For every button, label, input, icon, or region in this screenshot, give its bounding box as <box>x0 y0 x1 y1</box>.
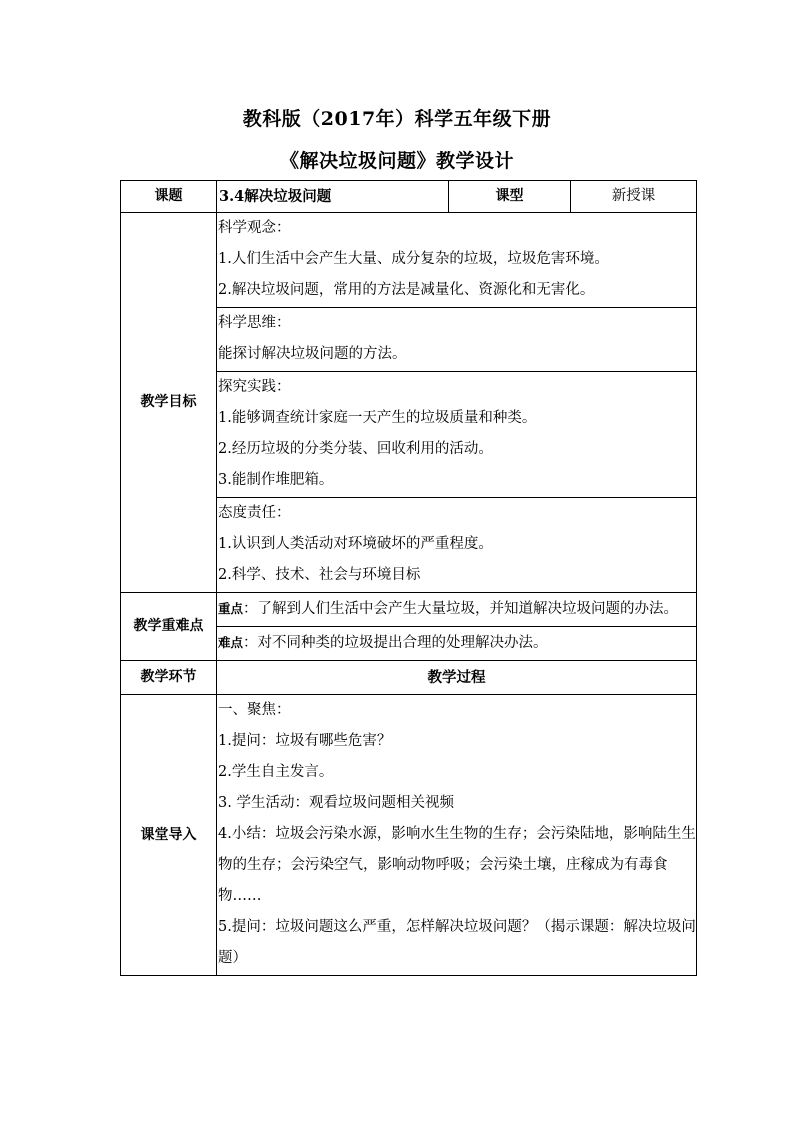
attitude-item: 2.科学、技术、社会与环境目标 <box>218 567 421 583</box>
concept-item: 2.解决垃圾问题，常用的方法是减量化、资源化和无害化。 <box>218 282 595 298</box>
intro-row <box>121 695 697 976</box>
intro-item: 2.学生自主发言。 <box>218 764 334 780</box>
thinking-item: 能探讨解决垃圾问题的方法。 <box>218 346 407 362</box>
practice-item: 2.经历垃圾的分类分装、回收利用的活动。 <box>218 441 493 457</box>
type-value: 新授课 <box>571 181 697 213</box>
document-subtitle: 《解决垃圾问题》教学设计 <box>279 150 514 172</box>
key-point-prefix: 重点 <box>218 601 244 616</box>
stage-header: 教学环节 <box>121 661 217 695</box>
practice-cell <box>217 372 697 498</box>
attitude-heading: 态度责任： <box>218 505 291 521</box>
intro-item: 4.小结：垃圾会污染水源，影响水生生物的生存；会污染陆地，影响陆生生物的生存；会污染空气，影响动物呼吸；会污染土壤，庄稼成为有毒食物…… <box>218 826 696 904</box>
intro-item: 1.提问：垃圾有哪些危害？ <box>218 733 392 749</box>
attitude-cell <box>217 498 697 593</box>
intro-item: 一、聚焦： <box>218 702 291 718</box>
key-points-label: 教学重难点 <box>121 593 217 661</box>
key-point-cell <box>217 593 697 627</box>
info-row <box>121 181 697 213</box>
lesson-plan-table <box>120 180 697 976</box>
objectives-label: 教学目标 <box>121 213 217 593</box>
document-title: 教科版（2017年）科学五年级下册 <box>242 108 552 130</box>
practice-item: 1.能够调查统计家庭一天产生的垃圾质量和种类。 <box>218 410 537 426</box>
objectives-concept-row <box>121 213 697 308</box>
difficult-point-text: ：对不同种类的垃圾提出合理的处理解决办法。 <box>243 635 548 651</box>
attitude-item: 1.认识到人类活动对环境破坏的严重程度。 <box>218 536 493 552</box>
thinking-heading: 科学思维： <box>218 315 291 331</box>
type-label: 课型 <box>449 181 571 213</box>
topic-value: 3.4解决垃圾问题 <box>217 181 449 213</box>
process-header-row <box>121 661 697 695</box>
thinking-cell <box>217 308 697 372</box>
intro-cell <box>217 695 697 976</box>
difficult-point-prefix: 难点 <box>218 635 244 650</box>
concept-heading: 科学观念： <box>218 220 291 236</box>
practice-item: 3.能制作堆肥箱。 <box>218 472 334 488</box>
process-header: 教学过程 <box>217 661 697 695</box>
intro-label: 课堂导入 <box>121 695 217 976</box>
concept-item: 1.人们生活中会产生大量、成分复杂的垃圾，垃圾危害环境。 <box>218 251 609 267</box>
topic-label: 课题 <box>121 181 217 213</box>
concept-cell <box>217 213 697 308</box>
key-point-text: ：了解到人们生活中会产生大量垃圾，并知道解决垃圾问题的办法。 <box>243 601 679 617</box>
difficult-point-cell <box>217 627 697 661</box>
intro-item: 3. 学生活动：观看垃圾问题相关视频 <box>218 795 454 811</box>
key-points-row <box>121 593 697 627</box>
practice-heading: 探究实践： <box>218 379 291 395</box>
intro-item: 5.提问：垃圾问题这么严重，怎样解决垃圾问题？（揭示课题：解决垃圾问题） <box>218 919 696 966</box>
